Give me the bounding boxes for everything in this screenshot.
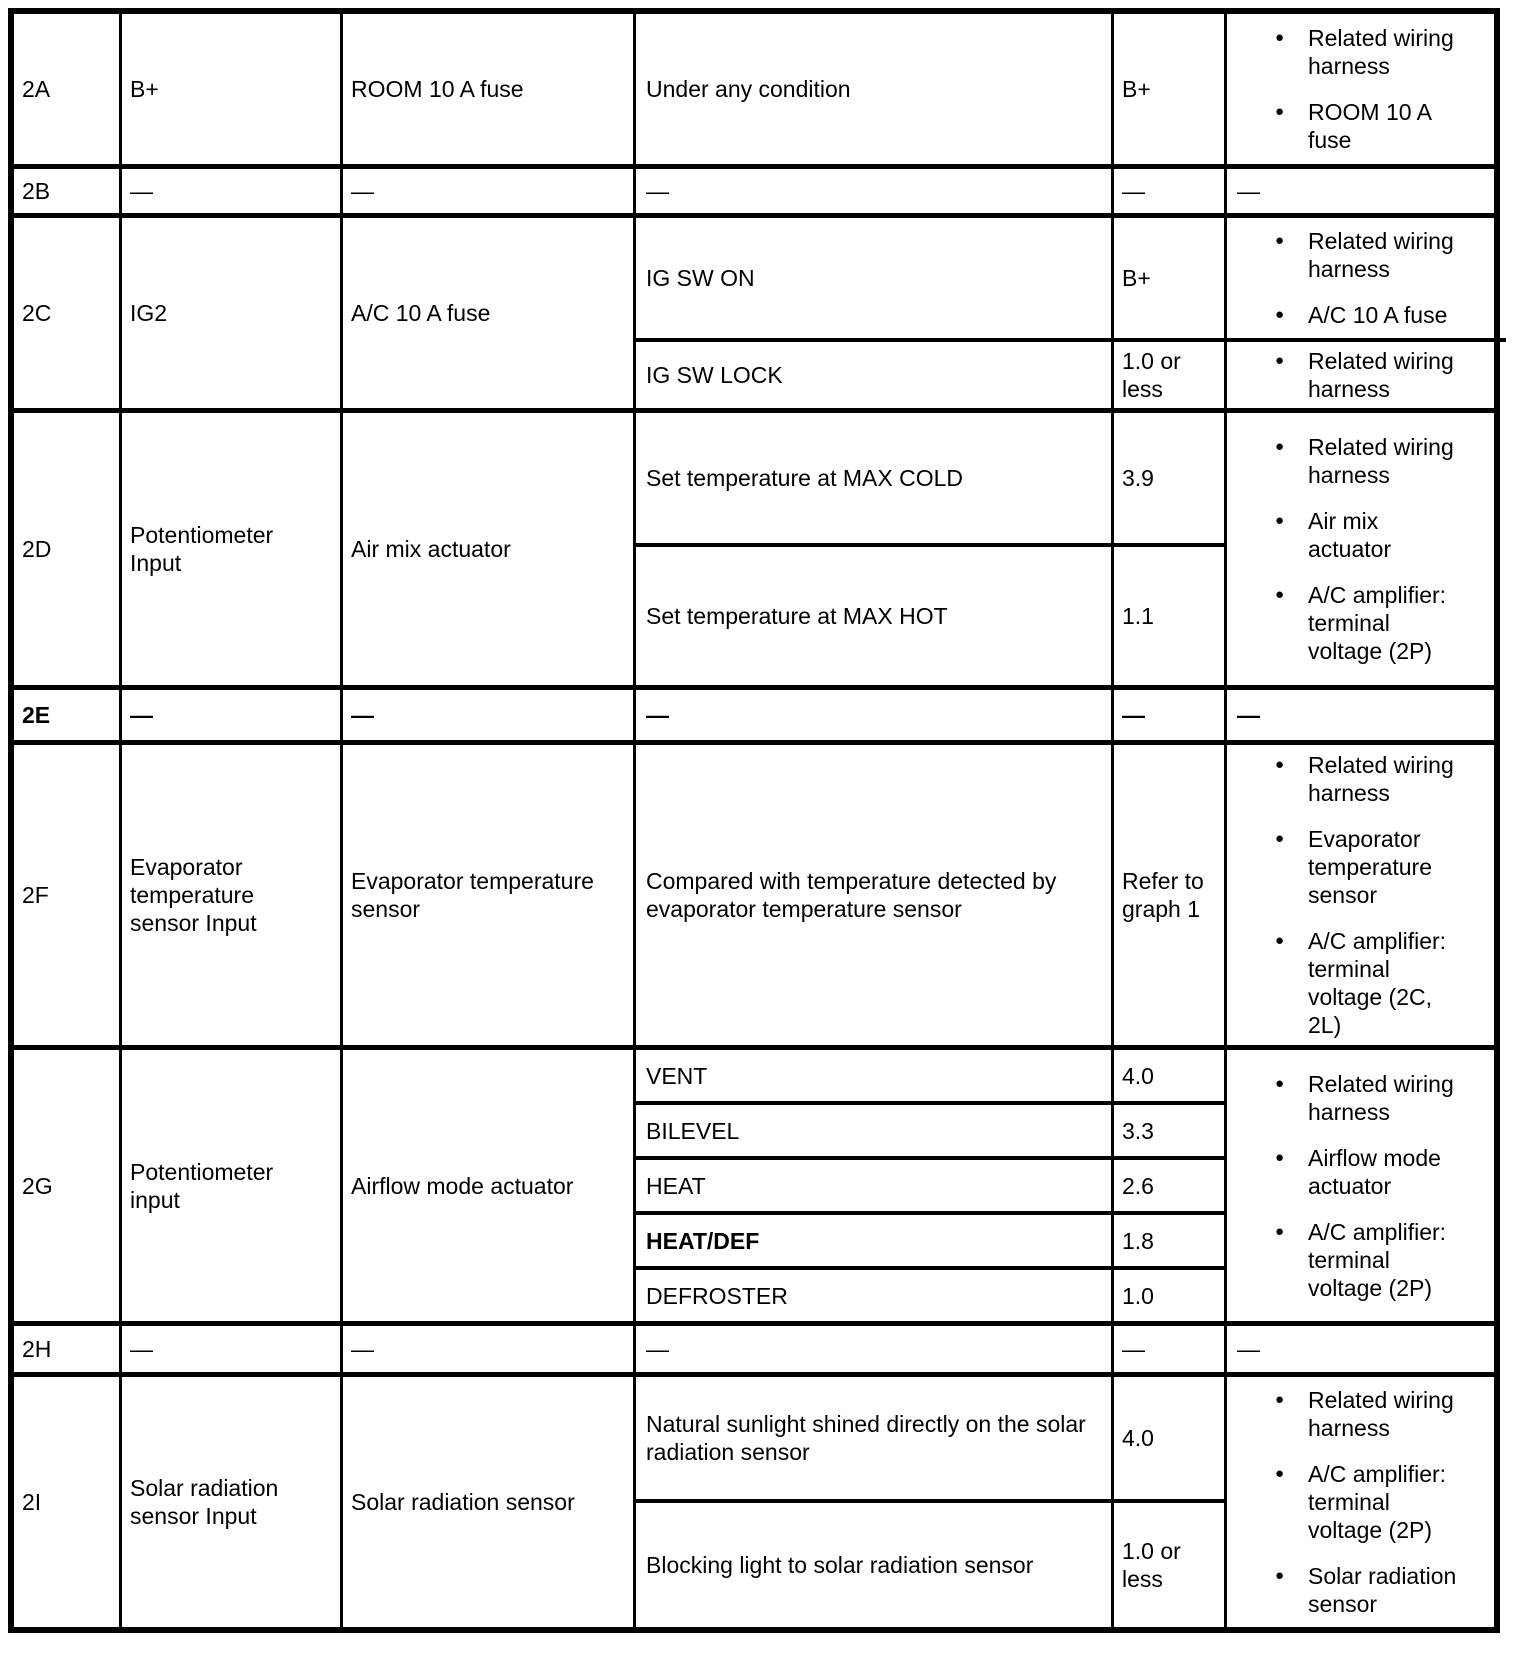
condition-row (633, 413, 1224, 543)
voltage-line: 1.1 (1122, 603, 1154, 629)
signal-line: Potentiometer (130, 522, 274, 548)
connected-to-cell (340, 169, 633, 213)
related-parts-line: sensor (1308, 882, 1378, 908)
related-parts-item (1227, 1218, 1506, 1302)
related-parts-line: actuator (1308, 536, 1392, 562)
terminal-cell (14, 14, 119, 164)
condition-voltage-group (633, 1326, 1506, 1372)
condition-cell (633, 1503, 1111, 1627)
voltage-cell (1111, 169, 1224, 213)
related-parts-text (1308, 507, 1391, 563)
related-parts-text (1308, 927, 1446, 1039)
related-parts-text (1308, 98, 1432, 154)
related-parts-line: Related wiring (1308, 348, 1454, 374)
terminal-label: 2B (22, 178, 51, 204)
connected-to-cell (340, 14, 633, 164)
voltage-line: 1.0 or (1122, 348, 1181, 374)
related-parts-line: Evaporator (1308, 826, 1421, 852)
condition-line: Set temperature at MAX COLD (646, 465, 964, 491)
related-parts-line: Airflow mode (1308, 1144, 1441, 1171)
related-parts-item (1227, 433, 1506, 489)
related-parts-line: voltage (2C, (1308, 984, 1433, 1010)
related-parts-item (1227, 825, 1506, 909)
condition-cell (633, 1050, 1111, 1101)
terminal-cell (14, 169, 119, 213)
related-parts-list (1227, 1070, 1506, 1302)
related-parts-text (1308, 1386, 1454, 1442)
related-parts-line: Related wiring (1308, 25, 1454, 51)
terminal-label: 2C (22, 300, 52, 326)
related-parts-line: harness (1308, 1415, 1390, 1441)
connected-to-line: Solar radiation sensor (351, 1489, 575, 1515)
signal-line: sensor Input (130, 910, 257, 936)
voltage-line: 1.8 (1122, 1227, 1154, 1254)
signal-cell (119, 1377, 340, 1627)
bullet-icon: ● (1275, 232, 1285, 249)
terminal-cell (14, 1377, 119, 1627)
bullet-icon: ● (1275, 1567, 1285, 1584)
voltage-line: less (1122, 376, 1163, 402)
condition-cell (633, 1215, 1111, 1266)
related-parts-line: Related wiring (1308, 1387, 1454, 1413)
related-parts-item (1227, 1562, 1506, 1618)
related-parts-line: terminal (1308, 1246, 1390, 1273)
signal-line: — (130, 178, 153, 204)
condition-line: VENT (646, 1062, 708, 1089)
condition-cell (633, 342, 1111, 408)
signal-line: Potentiometer (130, 1158, 274, 1185)
condition-line: DEFROSTER (646, 1282, 788, 1309)
voltage-cell (1111, 1050, 1224, 1101)
signal-cell (119, 14, 340, 164)
voltage-line: 4.0 (1122, 1425, 1154, 1451)
voltage-cell (1111, 547, 1224, 685)
voltage-line: B+ (1122, 76, 1151, 102)
related-parts-item (1227, 1070, 1506, 1126)
condition-line: Natural sunlight shined directly on the solar (646, 1411, 1086, 1437)
bullet-icon: ● (1275, 29, 1285, 46)
condition-cell (633, 1377, 1111, 1499)
condition-line: radiation sensor (646, 1439, 810, 1465)
related-parts-line: A/C amplifier: (1308, 582, 1447, 608)
related-parts-line: A/C amplifier: (1308, 1218, 1447, 1245)
signal-line: Input (130, 550, 182, 576)
voltage-line: — (1122, 702, 1145, 728)
table-row-2b (14, 164, 1494, 213)
voltage-cell (1111, 1326, 1224, 1372)
related-parts-line: A/C amplifier: (1308, 1461, 1447, 1487)
related-parts-line: harness (1308, 376, 1390, 402)
voltage-cell (1111, 1215, 1224, 1266)
terminal-cell (14, 745, 119, 1045)
voltage-line: Refer to (1122, 868, 1204, 894)
related-parts-dash: — (1237, 702, 1260, 728)
voltage-cell (1111, 342, 1224, 408)
voltage-line: 3.3 (1122, 1117, 1154, 1144)
related-parts-cell (1224, 1050, 1506, 1321)
bullet-icon: ● (1275, 438, 1285, 455)
terminal-cell (14, 413, 119, 685)
signal-line: B+ (130, 76, 159, 102)
related-parts-item (1227, 1386, 1506, 1442)
related-parts-line: terminal (1308, 956, 1390, 982)
condition-line: HEAT/DEF (646, 1227, 760, 1254)
voltage-cell (1111, 1160, 1224, 1211)
related-parts-list (1227, 24, 1506, 154)
terminal-label: 2D (22, 536, 52, 562)
connected-to-line: sensor (351, 896, 421, 922)
related-parts-text (1308, 1144, 1441, 1200)
condition-line: HEAT (646, 1172, 706, 1199)
condition-cell (633, 1105, 1111, 1156)
table-row-2e (14, 685, 1494, 740)
signal-line: — (130, 702, 153, 728)
condition-cell (633, 745, 1111, 1045)
bullet-icon: ● (1275, 1391, 1285, 1408)
connected-to-line: Evaporator temperature (351, 868, 594, 894)
terminal-label: 2A (22, 76, 51, 102)
condition-cell (633, 169, 1111, 213)
condition-line: Compared with temperature detected by (646, 868, 1057, 894)
connected-to-cell (340, 1326, 633, 1372)
condition-line: — (646, 1336, 669, 1362)
condition-line: — (646, 178, 669, 204)
voltage-line: 3.9 (1122, 465, 1154, 491)
terminal-cell (14, 218, 119, 408)
voltage-cell (1111, 745, 1224, 1045)
condition-line: IG SW LOCK (646, 362, 783, 388)
voltage-line: less (1122, 1566, 1163, 1592)
voltage-cell (1111, 218, 1224, 338)
connected-to-line: Air mix actuator (351, 536, 511, 562)
signal-line: — (130, 1336, 153, 1362)
related-parts-line: harness (1308, 462, 1390, 488)
voltage-cell (1111, 1503, 1224, 1627)
connected-to-cell (340, 413, 633, 685)
terminal-cell (14, 1326, 119, 1372)
signal-cell (119, 745, 340, 1045)
bullet-icon: ● (1275, 306, 1285, 323)
table-row-2f (14, 740, 1494, 1045)
condition-voltage-group (633, 1377, 1224, 1627)
signal-line: temperature (130, 882, 255, 908)
condition-line: — (646, 702, 669, 728)
related-parts-text (1308, 825, 1432, 909)
table-row-2c (14, 213, 1494, 408)
related-parts-cell (1224, 745, 1506, 1045)
voltage-cell (1111, 1377, 1224, 1499)
related-parts-text (1308, 301, 1447, 329)
related-parts-item (1227, 301, 1506, 329)
related-parts-list (1227, 433, 1506, 665)
signal-line: Evaporator (130, 854, 243, 880)
related-parts-line: Related wiring (1308, 1070, 1454, 1097)
voltage-line: 4.0 (1122, 1062, 1154, 1089)
condition-voltage-group (633, 413, 1224, 685)
signal-line: IG2 (130, 300, 168, 326)
related-parts-line: fuse (1308, 127, 1352, 153)
voltage-line: B+ (1122, 265, 1151, 291)
condition-cell (633, 547, 1111, 685)
related-parts-line: ROOM 10 A (1308, 99, 1432, 125)
condition-row (633, 1326, 1506, 1372)
voltage-line: 2.6 (1122, 1172, 1154, 1199)
table-row-2h (14, 1321, 1494, 1372)
bullet-icon: ● (1275, 512, 1285, 529)
terminal-label: 2I (22, 1489, 42, 1515)
signal-line: input (130, 1186, 180, 1213)
signal-line: sensor Input (130, 1503, 257, 1529)
related-parts-text (1308, 24, 1454, 80)
table-row-2d (14, 408, 1494, 685)
condition-row (633, 1377, 1224, 1499)
connected-to-cell (340, 1050, 633, 1321)
condition-voltage-group (633, 14, 1506, 164)
related-parts-cell (1224, 14, 1506, 164)
condition-cell (633, 1270, 1111, 1321)
related-parts-text (1308, 1218, 1446, 1302)
related-parts-line: terminal (1308, 610, 1390, 636)
related-parts-text (1308, 1562, 1456, 1618)
condition-line: IG SW ON (646, 265, 755, 291)
related-parts-cell (1224, 413, 1506, 685)
related-parts-cell (1224, 218, 1506, 338)
connected-to-line: A/C 10 A fuse (351, 300, 491, 326)
voltage-line: 1.0 (1122, 1282, 1154, 1309)
condition-voltage-group (633, 745, 1506, 1045)
related-parts-line: actuator (1308, 1172, 1392, 1199)
condition-voltage-group (633, 169, 1506, 213)
connected-to-line: — (351, 178, 374, 204)
related-parts-text (1308, 227, 1454, 283)
bullet-icon: ● (1275, 1148, 1285, 1166)
related-parts-line: voltage (2P) (1308, 1274, 1433, 1301)
related-parts-cell (1224, 690, 1506, 740)
terminal-voltage-table (8, 8, 1500, 1633)
condition-cell (633, 413, 1111, 543)
related-parts-line: voltage (2P) (1308, 1517, 1433, 1543)
condition-line: Under any condition (646, 76, 851, 102)
related-parts-text (1308, 347, 1454, 403)
bullet-icon: ● (1275, 352, 1285, 369)
signal-line: Solar radiation (130, 1475, 279, 1501)
bullet-icon: ● (1275, 1465, 1285, 1482)
condition-line: evaporator temperature sensor (646, 896, 962, 922)
voltage-cell (1111, 690, 1224, 740)
connected-to-cell (340, 218, 633, 408)
related-parts-line: Air mix (1308, 508, 1379, 534)
related-parts-cell (1224, 342, 1506, 408)
condition-voltage-group (633, 690, 1506, 740)
related-parts-list (1227, 751, 1506, 1039)
related-parts-item (1227, 581, 1506, 665)
signal-cell (119, 1326, 340, 1372)
related-parts-item (1227, 98, 1506, 154)
condition-cell (633, 218, 1111, 338)
condition-row (633, 338, 1506, 408)
condition-row (633, 218, 1506, 338)
signal-cell (119, 413, 340, 685)
signal-cell (119, 218, 340, 408)
condition-row (633, 1050, 1224, 1101)
related-parts-line: 2L) (1308, 1012, 1342, 1038)
related-parts-line: Related wiring (1308, 752, 1454, 778)
related-parts-item (1227, 24, 1506, 80)
condition-row (633, 745, 1506, 1045)
related-parts-line: harness (1308, 53, 1390, 79)
condition-voltage-group (633, 1050, 1224, 1321)
condition-cell (633, 690, 1111, 740)
condition-row (633, 543, 1224, 685)
related-parts-dash: — (1237, 1336, 1260, 1362)
related-parts-item (1227, 927, 1506, 1039)
related-parts-cell (1224, 1326, 1506, 1372)
related-parts-item (1227, 347, 1506, 403)
related-parts-text (1308, 433, 1454, 489)
related-parts-dash: — (1237, 178, 1260, 204)
bullet-icon: ● (1275, 586, 1285, 603)
related-parts-line: terminal (1308, 1489, 1390, 1515)
related-parts-line: A/C 10 A fuse (1308, 302, 1448, 328)
table-row-2i (14, 1372, 1494, 1627)
signal-cell (119, 1050, 340, 1321)
terminal-label: 2G (22, 1172, 53, 1199)
related-parts-cell (1224, 1377, 1506, 1627)
bullet-icon: ● (1275, 103, 1285, 120)
condition-cell (633, 14, 1111, 164)
bullet-icon: ● (1275, 1074, 1285, 1092)
related-parts-line: Related wiring (1308, 434, 1454, 460)
voltage-cell (1111, 1270, 1224, 1321)
connected-to-cell (340, 690, 633, 740)
condition-line: Blocking light to solar radiation sensor (646, 1552, 1034, 1578)
related-parts-item (1227, 227, 1506, 283)
condition-line: Set temperature at MAX HOT (646, 603, 948, 629)
terminal-label: 2H (22, 1336, 52, 1362)
condition-row (633, 1211, 1224, 1266)
bullet-icon: ● (1275, 756, 1285, 773)
condition-cell (633, 1326, 1111, 1372)
related-parts-line: voltage (2P) (1308, 638, 1433, 664)
voltage-cell (1111, 1105, 1224, 1156)
condition-row (633, 14, 1506, 164)
bullet-icon: ● (1275, 830, 1285, 847)
voltage-line: graph 1 (1122, 896, 1201, 922)
related-parts-item (1227, 507, 1506, 563)
signal-cell (119, 169, 340, 213)
condition-cell (633, 1160, 1111, 1211)
related-parts-line: harness (1308, 780, 1390, 806)
connected-to-cell (340, 1377, 633, 1627)
condition-line: BILEVEL (646, 1117, 740, 1144)
connected-to-line: Airflow mode actuator (351, 1172, 574, 1199)
voltage-line: 1.0 or (1122, 1538, 1181, 1564)
related-parts-line: Solar radiation (1308, 1563, 1457, 1589)
condition-row (633, 1499, 1224, 1627)
voltage-line: — (1122, 1336, 1145, 1362)
connected-to-line: — (351, 702, 374, 728)
condition-voltage-group (633, 218, 1506, 408)
related-parts-text (1308, 1460, 1446, 1544)
related-parts-line: A/C amplifier: (1308, 928, 1447, 954)
related-parts-line: temperature (1308, 854, 1433, 880)
related-parts-line: harness (1308, 256, 1390, 282)
voltage-cell (1111, 14, 1224, 164)
terminal-cell (14, 690, 119, 740)
related-parts-list (1227, 1386, 1506, 1618)
related-parts-text (1308, 581, 1446, 665)
terminal-label: 2F (22, 882, 49, 908)
related-parts-line: Related wiring (1308, 228, 1454, 254)
related-parts-item (1227, 751, 1506, 807)
signal-cell (119, 690, 340, 740)
table-row-2g (14, 1045, 1494, 1321)
condition-row (633, 169, 1506, 213)
terminal-cell (14, 1050, 119, 1321)
related-parts-item (1227, 1144, 1506, 1200)
voltage-line: — (1122, 178, 1145, 204)
voltage-cell (1111, 413, 1224, 543)
connected-to-cell (340, 745, 633, 1045)
related-parts-text (1308, 1070, 1454, 1126)
related-parts-list (1227, 347, 1506, 403)
related-parts-list (1227, 227, 1506, 329)
related-parts-text (1308, 751, 1454, 807)
related-parts-cell (1224, 169, 1506, 213)
condition-row (633, 1101, 1224, 1156)
condition-row (633, 1266, 1224, 1321)
table-row-2a (14, 14, 1494, 164)
related-parts-line: sensor (1308, 1591, 1378, 1617)
terminal-label: 2E (22, 702, 51, 728)
connected-to-line: ROOM 10 A fuse (351, 76, 524, 102)
related-parts-line: harness (1308, 1098, 1390, 1125)
related-parts-item (1227, 1460, 1506, 1544)
bullet-icon: ● (1275, 1222, 1285, 1240)
condition-row (633, 1156, 1224, 1211)
connected-to-line: — (351, 1336, 374, 1362)
bullet-icon: ● (1275, 932, 1285, 949)
condition-row (633, 690, 1506, 740)
